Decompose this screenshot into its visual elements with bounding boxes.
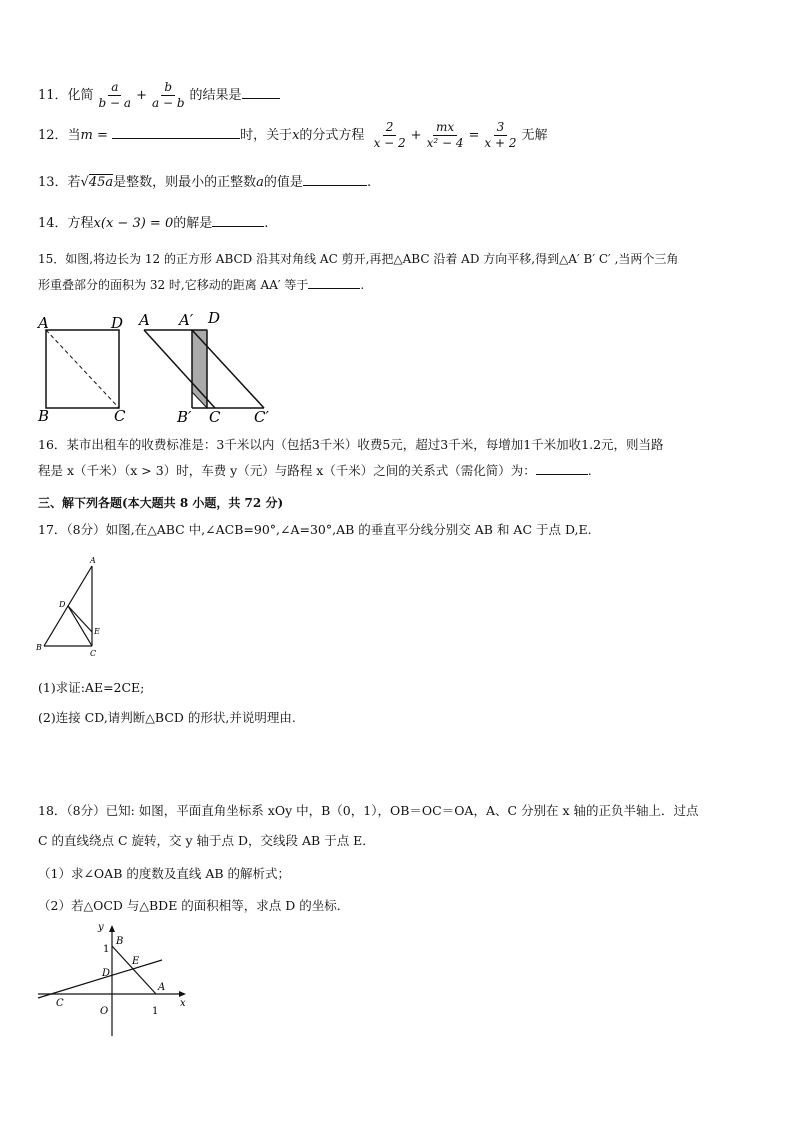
q17-sub2: (2)连接 CD,请判断△BCD 的形状,并说明理由. (38, 710, 296, 725)
label-A: A (38, 314, 49, 332)
q13-answer-blank[interactable] (303, 173, 367, 186)
fig18-label-D: D (102, 968, 111, 979)
q11-line: 11．化简 $\frac{a}{b - a}$ + $\frac{b}{a - b}$ 的结果是 (38, 80, 280, 111)
q17-sub1: (1)求证:AE=2CE; (38, 680, 145, 695)
section-3-heading: 三、解下列各题(本大题共 8 小题，共 72 分) (38, 496, 284, 510)
fig18-label-one-x: 1 (152, 1006, 159, 1017)
q14-answer-blank[interactable] (212, 214, 264, 227)
fig18-label-A: A (158, 982, 166, 993)
q18-sub1: （1）求∠OAB 的度数及直线 AB 的解析式； (38, 866, 291, 881)
q17-line: 17．（8分）如图,在△ABC 中,∠ACB=90°,∠A=30°,AB 的垂直平分线分别交 AB 和 AC 于点 D,E. (38, 522, 592, 537)
q16-answer-blank[interactable] (536, 462, 588, 475)
label-C: C (114, 407, 126, 424)
label-A-prime: A′ (179, 311, 194, 329)
fig17-label-E: E (94, 627, 100, 636)
q14-line: 14．方程x(x − 3) = 0的解是 . (38, 216, 269, 231)
q17-figure (34, 554, 114, 660)
fig17-label-B: B (36, 643, 42, 652)
segment-de (68, 606, 92, 632)
line-cde (38, 960, 162, 998)
q12-fraction-1: $\frac{2}{x - 2}$ (373, 120, 406, 150)
q15-answer-blank[interactable] (308, 276, 360, 289)
q13-line: 13．若√45a是整数，则最小的正整数a的值是 . (38, 175, 372, 190)
x-axis-arrow-icon (179, 991, 186, 997)
fig17-label-C: C (90, 649, 97, 658)
q12-answer-blank[interactable] (112, 126, 240, 139)
q18-sub2: （2）若△OCD 与△BDE 的面积相等，求点 D 的坐标． (38, 898, 350, 913)
q11-fraction-2: $\frac{b}{a - b}$ (151, 80, 185, 110)
q16-text: 16．某市出租车的收费标准是：3千米以内（包括3千米）收费5元，超过3千米，每增加1千米加收1.2元，则当路 程是 x（千米）（x > 3）时，车费 y（元）与路程 x（千米）之间的关系式（需化简）为： . (38, 437, 664, 478)
q18-text: 18．（8分）已知: 如图，平面直角坐标系 xOy 中，B（0，1），OB＝OC＝OA，A、C 分别在 x 轴的正负半轴上．过点 C 的直线绕点 C 旋转，交 y 轴于点 D，交线段 AB 于点 E． (38, 803, 699, 848)
q12-fraction-2: $\frac{mx}{\text{x² − 4}}$ (426, 120, 464, 150)
sqrt-icon: √ (80, 175, 89, 190)
q12-line: 12．当m = 时，关于x的分式方程 $\frac{2}{x - 2}$ + $\frac{mx}{\text{x² − 4}}$ = $\frac{3}{x + 2}$ 无解 (38, 120, 548, 150)
fig18-label-E: E (132, 956, 140, 967)
label-D-2: D (208, 309, 221, 327)
y-axis-arrow-icon (109, 925, 115, 932)
q11-fraction-1: $\frac{a}{b - a}$ (98, 80, 132, 110)
segment-ab (112, 946, 156, 994)
label-B-prime: B′ (177, 408, 192, 424)
diagonal-ac (46, 330, 119, 408)
fig18-label-y: y (98, 922, 104, 933)
label-C-prime: C′ (254, 408, 269, 424)
label-D: D (111, 314, 124, 332)
q15-figure (36, 308, 286, 424)
q12-fraction-3: $\frac{3}{x + 2}$ (484, 120, 517, 150)
label-A-2: A (139, 311, 150, 329)
fig18-label-one-y: 1 (103, 944, 110, 955)
q18-figure (34, 916, 194, 1042)
label-B: B (38, 407, 50, 424)
label-C-2: C (209, 408, 221, 424)
fig18-label-O: O (100, 1006, 109, 1017)
fig18-label-x: x (180, 998, 186, 1009)
fig17-label-D: D (59, 600, 66, 609)
q15-text: 15．如图,将边长为 12 的正方形 ABCD 沿其对角线 AC 剪开,再把△ABC 沿着 AD 方向平移,得到△A′ B′ C′ ,当两个三角 形重叠部分的面积为 32 时,它移动的距离 AA′ 等于 . (38, 252, 679, 292)
fig18-label-B: B (116, 936, 124, 947)
q11-answer-blank[interactable] (242, 86, 280, 99)
fig17-label-A: A (90, 556, 96, 565)
fig18-label-C: C (56, 998, 64, 1009)
q11-prefix: 11．化简 (38, 88, 94, 103)
segment-dc (68, 606, 92, 646)
